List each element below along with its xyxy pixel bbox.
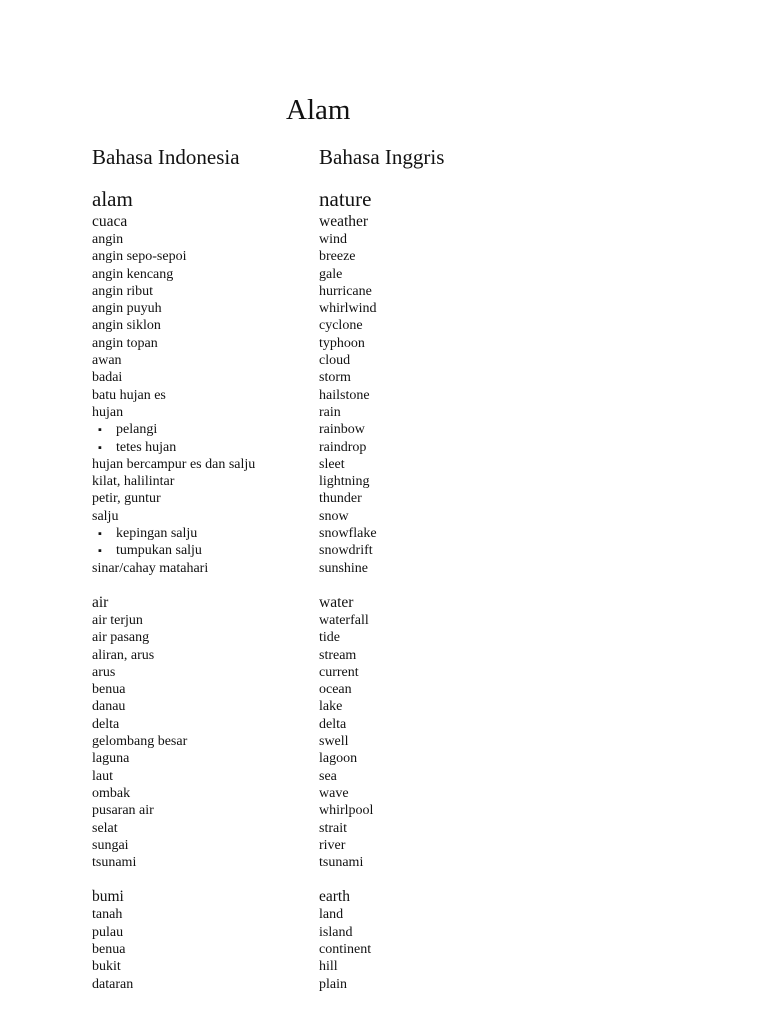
english-word: storm [319,370,351,386]
vocab-row [92,629,512,646]
indonesian-word-text: selat [92,820,118,836]
indonesian-word-text: dataran [92,976,134,992]
vocab-row [92,594,512,612]
english-word: nature [319,187,372,211]
indonesian-word [92,248,319,265]
vocab-row [92,525,512,542]
indonesian-word [92,594,319,612]
indonesian-word [92,647,319,664]
vocab-row [92,186,512,213]
english-word: hurricane [319,283,372,299]
indonesian-word-text: batu hujan es [92,387,166,403]
indonesian-word [92,888,319,906]
english-word: whirlpool [319,803,374,819]
vocab-row [92,542,512,559]
english-word: hailstone [319,387,370,403]
english-word: plain [319,976,347,992]
vocab-row [92,716,512,733]
english-word: ocean [319,682,352,698]
english-word: sleet [319,456,345,472]
vocab-section [92,594,512,871]
vocab-row [92,508,512,525]
english-word: water [319,593,354,611]
indonesian-word [92,283,319,300]
indonesian-word-text: benua [92,941,126,957]
indonesian-word-text: alam [92,187,133,211]
vocab-row [92,768,512,785]
indonesian-word [92,439,319,456]
english-word: raindrop [319,439,367,455]
english-word: lake [319,699,343,715]
vocab-row [92,681,512,698]
indonesian-word-text: angin kencang [92,266,174,282]
english-word: tide [319,630,340,646]
vocab-row [92,404,512,421]
english-word: whirlwind [319,301,377,317]
vocab-row [92,352,512,369]
vocab-section [92,186,512,577]
indonesian-word [92,837,319,854]
indonesian-word-text: petir, guntur [92,491,161,507]
vocab-row [92,750,512,767]
indonesian-word [92,733,319,750]
indonesian-word-text: pelangi [116,422,158,438]
indonesian-word [92,560,319,577]
vocab-row [92,837,512,854]
english-word: river [319,837,346,853]
english-word: earth [319,888,350,906]
vocab-row [92,906,512,923]
english-word: snow [319,508,349,524]
indonesian-word-text: badai [92,370,123,386]
indonesian-word-text: angin [92,232,124,247]
indonesian-word-text: angin topan [92,335,158,351]
column-header-english: Bahasa Inggris [319,145,445,169]
indonesian-word [92,404,319,421]
indonesian-word [92,508,319,525]
indonesian-word-text: angin sepo-sepoi [92,249,187,265]
indonesian-word [92,698,319,715]
vocab-row [92,266,512,283]
indonesian-word-text: hujan [92,404,124,420]
indonesian-word-text: bumi [92,888,124,906]
vocab-row [92,888,512,906]
english-word: thunder [319,491,362,507]
indonesian-word-text: awan [92,353,122,369]
bullet-icon: ▪ [98,424,102,437]
vocab-row [92,248,512,265]
indonesian-word-text: kilat, halilintar [92,474,175,490]
vocab-row [92,421,512,438]
english-word: land [319,907,344,923]
indonesian-word-text: aliran, arus [92,647,155,663]
vocab-row [92,976,512,993]
indonesian-word-text: cuaca [92,213,128,230]
english-word: snowdrift [319,543,373,559]
indonesian-word-text: tanah [92,907,123,923]
indonesian-word [92,716,319,733]
indonesian-word-text: tsunami [92,855,137,871]
indonesian-word [92,976,319,993]
indonesian-word [92,768,319,785]
indonesian-word [92,231,319,248]
indonesian-word [92,266,319,283]
english-word: strait [319,820,347,836]
indonesian-word-text: arus [92,664,116,680]
indonesian-word-text: air pasang [92,630,150,646]
indonesian-word-text: sungai [92,837,129,853]
indonesian-word [92,490,319,507]
vocab-row [92,785,512,802]
indonesian-word [92,186,319,213]
vocab-row [92,439,512,456]
indonesian-word-text: air terjun [92,612,143,628]
english-word: rain [319,404,341,420]
english-word: gale [319,266,343,282]
indonesian-word [92,664,319,681]
vocab-row [92,941,512,958]
vocab-row [92,473,512,490]
indonesian-word [92,802,319,819]
english-word: sunshine [319,560,368,576]
vocab-row [92,283,512,300]
english-word: swell [319,734,349,750]
indonesian-word [92,300,319,317]
english-word: tsunami [319,855,364,871]
vocab-row [92,387,512,404]
indonesian-word [92,941,319,958]
english-word: sea [319,768,337,784]
indonesian-word-text: pulau [92,924,124,940]
indonesian-word [92,473,319,490]
english-word: cyclone [319,318,363,334]
indonesian-word [92,317,319,334]
indonesian-word [92,906,319,923]
indonesian-word [92,854,319,871]
english-word: stream [319,647,357,663]
vocab-row [92,369,512,386]
indonesian-word [92,335,319,352]
vocab-row [92,490,512,507]
indonesian-word [92,387,319,404]
vocab-section [92,888,512,992]
vocab-row [92,698,512,715]
english-word: hill [319,959,338,975]
bullet-icon: ▪ [98,528,102,541]
vocab-row [92,231,512,248]
english-word: snowflake [319,526,377,542]
vocab-row [92,802,512,819]
indonesian-word-text: laut [92,768,113,784]
indonesian-word-text: tetes hujan [116,439,177,455]
vocab-row [92,300,512,317]
indonesian-word-text: delta [92,716,120,732]
english-word: delta [319,716,347,732]
english-word: weather [319,213,369,230]
vocab-row [92,456,512,473]
indonesian-word-text: kepingan salju [116,526,198,542]
indonesian-word [92,681,319,698]
vocabulary-list [92,186,512,1010]
vocab-row [92,335,512,352]
indonesian-word-text: sinar/cahay matahari [92,560,209,576]
indonesian-word-text: salju [92,508,119,524]
indonesian-word-text: danau [92,699,126,715]
english-word: lightning [319,474,370,490]
indonesian-word-text: benua [92,682,126,698]
indonesian-word-text: angin siklon [92,318,161,334]
vocab-row [92,664,512,681]
indonesian-word-text: hujan bercampur es dan salju [92,456,256,472]
indonesian-word-text: air [92,593,109,611]
vocab-row [92,854,512,871]
indonesian-word [92,369,319,386]
indonesian-word [92,958,319,975]
vocab-row [92,958,512,975]
english-word: breeze [319,249,356,265]
indonesian-word [92,750,319,767]
vocab-row [92,647,512,664]
indonesian-word-text: gelombang besar [92,734,188,750]
vocab-row [92,733,512,750]
indonesian-word [92,213,319,231]
column-header-indonesian: Bahasa Indonesia [92,145,240,169]
bullet-icon: ▪ [98,441,102,454]
indonesian-word-text: pusaran air [92,803,154,819]
english-word: cloud [319,353,351,369]
vocab-row [92,213,512,231]
english-word: continent [319,941,372,957]
english-word: typhoon [319,335,365,351]
indonesian-word [92,352,319,369]
bullet-icon: ▪ [98,545,102,558]
english-word: wave [319,785,349,801]
indonesian-word-text: angin ribut [92,283,154,299]
indonesian-word-text: laguna [92,751,130,767]
indonesian-word-text: angin puyuh [92,301,162,317]
indonesian-word [92,456,319,473]
indonesian-word-text: bukit [92,959,121,975]
indonesian-word [92,542,319,559]
vocab-row [92,924,512,941]
page-title: Alam [286,94,351,126]
vocab-row [92,612,512,629]
indonesian-word-text: ombak [92,785,131,801]
indonesian-word [92,629,319,646]
english-word: waterfall [319,612,369,628]
indonesian-word [92,612,319,629]
indonesian-word [92,924,319,941]
indonesian-word [92,785,319,802]
vocab-row [92,317,512,334]
english-word: current [319,664,359,680]
indonesian-word [92,525,319,542]
vocab-row [92,820,512,837]
indonesian-word-text: tumpukan salju [116,543,202,559]
english-word: rainbow [319,422,365,438]
vocab-row [92,560,512,577]
english-word: wind [319,232,347,247]
english-word: lagoon [319,751,358,767]
english-word: island [319,924,353,940]
indonesian-word [92,820,319,837]
indonesian-word [92,421,319,438]
